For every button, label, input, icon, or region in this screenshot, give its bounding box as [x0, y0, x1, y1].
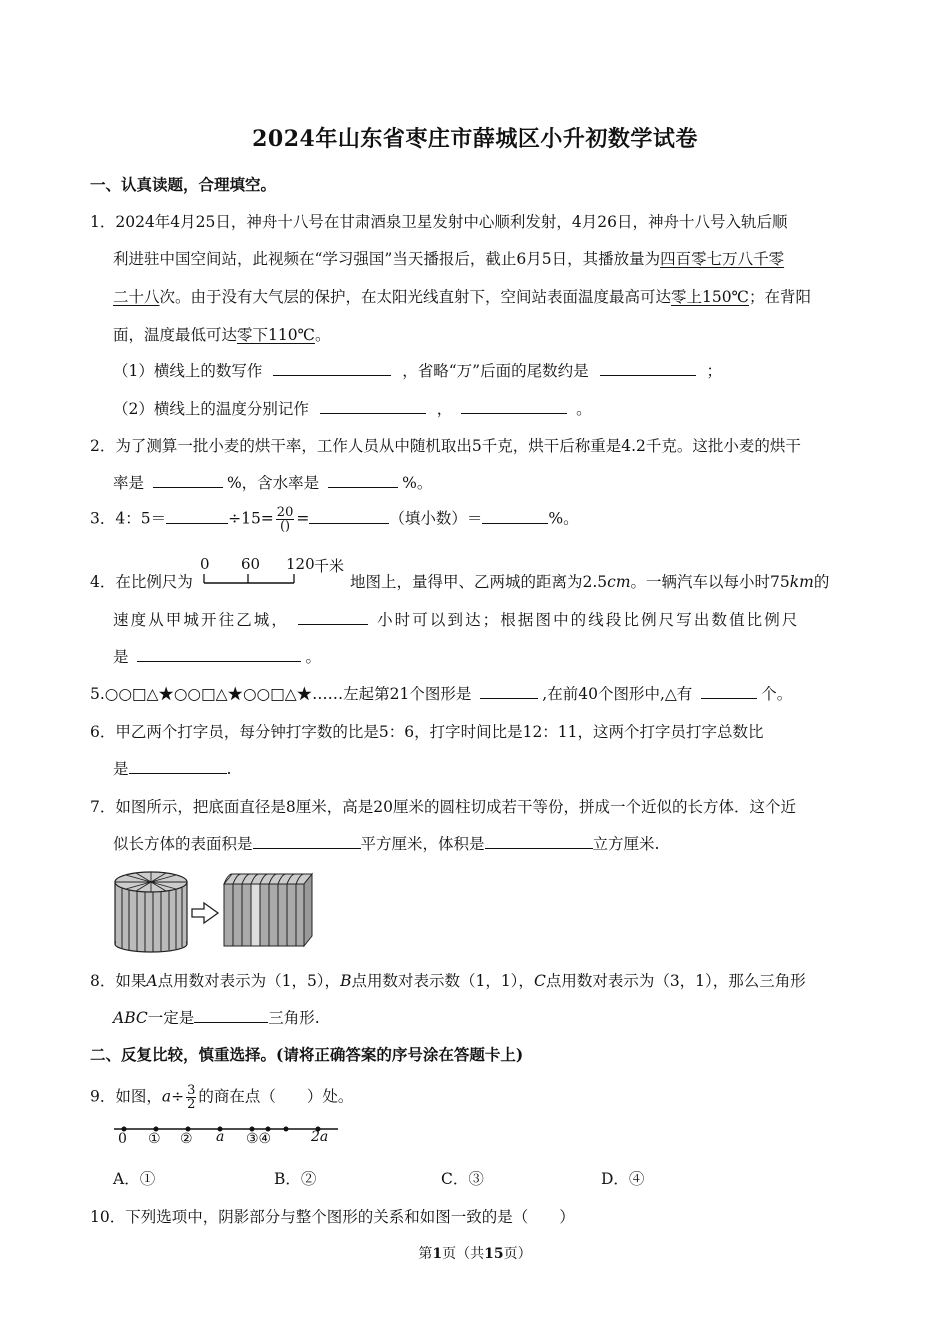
q1-line-4: 面，温度最低可达零下110℃。	[113, 326, 331, 344]
answer-blank[interactable]	[485, 834, 593, 849]
q6-line-1: 6．甲乙两个打字员，每分钟打字数的比是5：6，打字时间比是12：11，这两个打字员打字总数比	[90, 723, 764, 741]
fraction: $\frac{3}{2}$	[187, 1083, 196, 1112]
answer-blank[interactable]	[482, 509, 548, 524]
page-title: 2024年山东省枣庄市薛城区小升初数学试卷	[252, 126, 698, 152]
q9-line: 9．如图，a÷ $\frac{3}{2}$ 的商在点（ ）处。	[90, 1083, 354, 1112]
section-2-heading: 二、反复比较，慎重选择。(请将正确答案的序号涂在答题卡上)	[90, 1045, 524, 1064]
q4-line-3: 是 。	[113, 648, 321, 666]
q4-line-2: 速度从甲城开往乙城， 小时可以到达；根据图中的线段比例尺写出数值比例尺	[113, 611, 800, 629]
q2-line-1: 2．为了测算一批小麦的烘干率，工作人员从中随机取出5千克，烘干后称重是4.2千克。这批小麦的烘干	[90, 437, 801, 455]
answer-blank[interactable]	[480, 684, 538, 699]
answer-blank[interactable]	[137, 647, 301, 662]
scale-tick-label: 0	[200, 555, 210, 573]
axis-label-1: ①	[148, 1131, 161, 1147]
number-line	[112, 1124, 342, 1134]
scale-bar	[198, 555, 348, 591]
option-d[interactable]: D．④	[601, 1170, 645, 1188]
q2-line-2: 率是 %，含水率是 %。	[113, 474, 433, 492]
option-a[interactable]: A．①	[113, 1170, 156, 1188]
answer-blank[interactable]	[253, 834, 361, 849]
q3-line: 3．4：5＝ ÷15= $\frac{20}{()}$ = （填小数）＝ %。	[90, 505, 579, 534]
answer-blank[interactable]	[153, 473, 223, 488]
axis-label-3-4: ③④	[246, 1131, 272, 1147]
q1-sub-1: （1）横线上的数写作 ，省略“万”后面的尾数约是 ；	[113, 362, 722, 380]
scale-tick-label: 60	[241, 555, 261, 573]
answer-blank[interactable]	[309, 509, 389, 524]
answer-blank[interactable]	[328, 473, 398, 488]
section-1-heading: 一、认真读题，合理填空。	[90, 175, 277, 194]
scale-bar-line	[198, 573, 308, 585]
axis-label-0: 0	[118, 1131, 127, 1147]
answer-blank[interactable]	[600, 361, 696, 376]
q7-line-2: 似长方体的表面积是 平方厘米，体积是 立方厘米.	[113, 835, 660, 853]
option-b[interactable]: B．②	[274, 1170, 317, 1188]
axis-label-2: ②	[180, 1131, 193, 1147]
axis-label-a: a	[216, 1129, 225, 1145]
q1-line-1: 1．2024年4月25日，神舟十八号在甘肃酒泉卫星发射中心顺利发射，4月26日，神舟十八号入轨后顺	[90, 213, 788, 231]
page-footer: 第1页（共15页）	[418, 1246, 532, 1262]
answer-blank[interactable]	[461, 399, 567, 414]
answer-blank[interactable]	[194, 1008, 268, 1023]
answer-blank[interactable]	[273, 361, 391, 376]
q4-text-a: 4．在比例尺为	[90, 573, 193, 591]
answer-blank[interactable]	[320, 399, 426, 414]
scale-unit: 千米	[314, 557, 345, 575]
q1-line-2: 利进驻中国空间站，此视频在“学习强国”当天播报后，截止6月5日，其播放量为四百零七万八千零	[113, 250, 785, 268]
answer-blank[interactable]	[701, 684, 757, 699]
q1-sub-2: （2）横线上的温度分别记作 ， 。	[113, 400, 592, 418]
fraction: $\frac{20}{()}$	[276, 505, 294, 534]
cylinder-to-cuboid-figure	[112, 866, 322, 954]
q5-line: 5.○○□△★○○□△★○○□△★……左起第21个图形是 ,在前40个图形中,△有 个。	[90, 685, 793, 703]
q4-text-b: 地图上，量得甲、乙两城的距离为2.5cm。一辆汽车以每小时75km的	[350, 573, 830, 591]
answer-blank[interactable]	[129, 759, 227, 774]
q10-line: 10．下列选项中，阴影部分与整个图形的关系和如图一致的是（ ）	[90, 1208, 575, 1226]
answer-blank[interactable]	[298, 610, 368, 625]
answer-blank[interactable]	[166, 509, 228, 524]
axis-label-2a: 2a	[311, 1129, 329, 1145]
scale-tick-label: 120	[286, 555, 315, 573]
q8-line-1: 8．如果A点用数对表示为（1，5），B点用数对表示数（1，1），C点用数对表示为（3，1），那么三角形	[90, 972, 806, 990]
option-c[interactable]: C．③	[441, 1170, 484, 1188]
q1-line-3: 二十八次。由于没有大气层的保护，在太阳光线直射下，空间站表面温度最高可达零上150℃；在背阳	[113, 288, 811, 306]
q8-line-2: ABC一定是 三角形.	[113, 1009, 320, 1027]
q7-line-1: 7．如图所示，把底面直径是8厘米，高是20厘米的圆柱切成若干等份，拼成一个近似的长方体．这个近	[90, 798, 796, 816]
q6-line-2: 是 .	[113, 760, 232, 778]
